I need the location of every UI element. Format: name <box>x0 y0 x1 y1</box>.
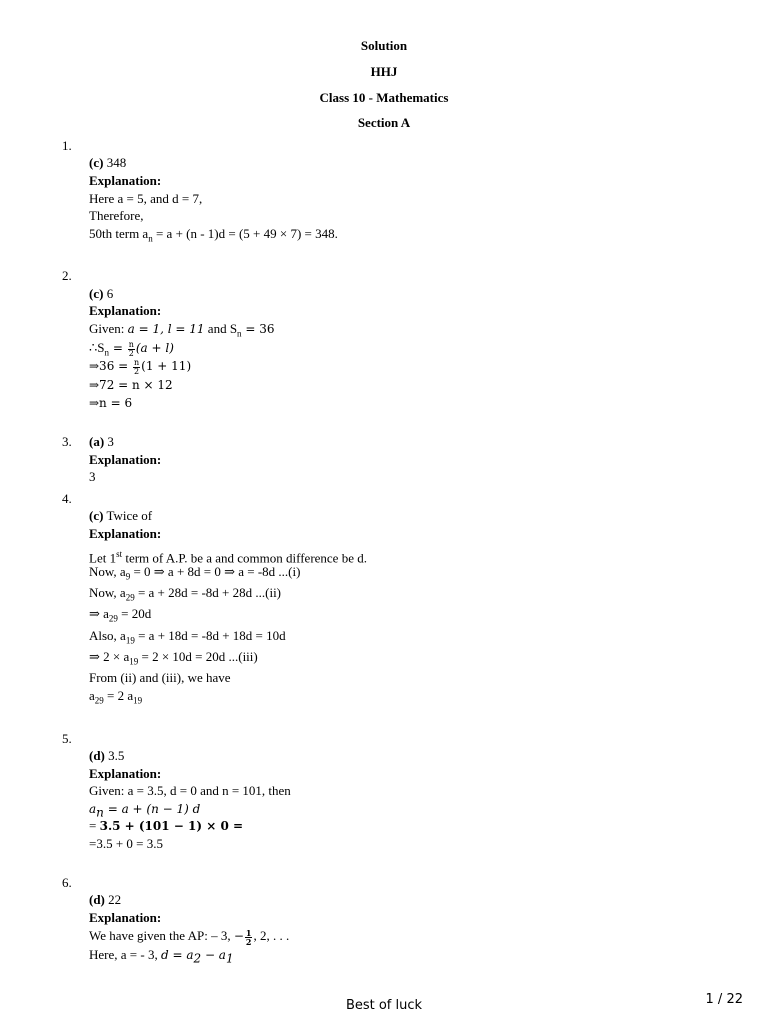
math-expression: a <box>89 802 97 816</box>
answer-text: 3 <box>104 434 114 449</box>
answer-text: Twice of <box>103 508 153 523</box>
text-part: Given: <box>89 321 128 336</box>
text-part: , 2, . . . <box>253 928 290 943</box>
subscript: n <box>237 328 242 339</box>
answer-line <box>89 508 152 524</box>
text-part: Also, a <box>89 628 126 643</box>
text-part: = 2 a <box>103 688 134 703</box>
text-part: Let 1 <box>89 550 117 566</box>
subscript: n <box>104 347 110 358</box>
explanation-line <box>89 606 151 627</box>
explanation-line: Therefore, <box>89 208 144 223</box>
subscript: n <box>148 233 153 244</box>
question-number: 3. <box>62 434 72 449</box>
answer-option: (a) <box>89 434 105 449</box>
answer-text: 6 <box>103 286 114 301</box>
fraction-numerator: n <box>128 339 134 349</box>
subscript: 19 <box>125 635 135 646</box>
explanation-line <box>89 818 243 834</box>
math-expression: − a <box>201 948 226 962</box>
section-heading: Section A <box>357 115 411 130</box>
explanation-label: Explanation: <box>89 452 162 467</box>
math-expression: (a + l) <box>135 341 174 355</box>
fraction <box>128 341 135 358</box>
question-number: 5. <box>62 731 72 746</box>
math-expression: = <box>109 341 127 355</box>
text-part: = 2 × 10d = 20d ...(iii) <box>138 649 258 664</box>
text-part: = <box>89 818 100 833</box>
subscript: 9 <box>125 571 131 582</box>
fraction <box>133 359 140 376</box>
explanation-line: 3 <box>89 469 96 484</box>
superscript: st <box>116 549 123 559</box>
text-part: term of A.P. be a and common difference be d. <box>122 550 367 566</box>
fraction-numerator: n <box>134 357 140 367</box>
math-expression: ⇒36 = <box>89 359 133 373</box>
subscript: 2 <box>193 951 202 966</box>
fraction-denominator: 2 <box>128 348 134 358</box>
answer-option: (c) <box>89 155 104 170</box>
explanation-label: Explanation: <box>89 173 162 188</box>
answer-text: 348 <box>103 155 127 170</box>
explanation-label: Explanation: <box>89 303 162 318</box>
math-expression: d = a <box>160 948 194 962</box>
text-part: Here, a = - 3, <box>89 947 161 962</box>
text-part: a <box>89 688 95 703</box>
explanation-label: Explanation: <box>89 910 162 925</box>
explanation-label: Explanation: <box>89 766 162 781</box>
explanation-line <box>89 628 286 649</box>
explanation-line: From (ii) and (iii), we have <box>89 670 231 685</box>
doc-code: HHJ <box>370 64 398 79</box>
text-part: ⇒ a <box>89 606 109 621</box>
answer-line <box>89 892 121 908</box>
answer-line <box>89 286 113 302</box>
subscript: 19 <box>133 695 143 706</box>
text-part: = a + (n - 1)d = (5 + 49 × 7) = 348. <box>152 226 338 241</box>
text-part: = 20d <box>117 606 152 621</box>
text-part: Now, a <box>89 585 126 600</box>
math-expression: 3.5 + (101 − 1) × 0 = <box>99 819 244 833</box>
question-number: 6. <box>62 875 72 890</box>
subscript: 29 <box>94 695 104 706</box>
text-part: We have given the AP: – 3, <box>89 928 234 943</box>
math-expression: (1 + 11) <box>141 359 192 373</box>
question-number: 4. <box>62 491 72 506</box>
math-expression: a = 1, l = 11 <box>127 322 205 336</box>
explanation-line <box>89 947 234 967</box>
footer-text: Best of luck <box>345 998 423 1013</box>
fraction-numerator: 1 <box>245 927 252 938</box>
explanation-line: =3.5 + 0 = 3.5 <box>89 836 163 851</box>
doc-title: Solution <box>360 38 408 53</box>
math-expression: − <box>233 929 244 943</box>
answer-option: (d) <box>89 892 105 907</box>
explanation-line <box>89 688 142 709</box>
subscript: 29 <box>108 613 118 624</box>
fraction <box>245 929 253 946</box>
text-part: 50th term a <box>89 226 149 241</box>
answer-text: 22 <box>104 892 122 907</box>
explanation-label: Explanation: <box>89 526 162 541</box>
explanation-line <box>89 928 289 946</box>
text-part: = a + 28d = -8d + 28d ...(ii) <box>134 585 282 600</box>
explanation-line <box>89 649 258 670</box>
explanation-line: ⇒72 = n × 12 <box>89 378 173 392</box>
explanation-line <box>89 226 338 247</box>
subscript: 19 <box>129 656 139 667</box>
page-number: 1 / 22 <box>705 992 743 1007</box>
explanation-line: Given: a = 3.5, d = 0 and n = 101, then <box>89 783 291 798</box>
answer-option: (d) <box>89 748 105 763</box>
question-number: 1. <box>62 138 72 153</box>
explanation-line <box>89 358 191 376</box>
explanation-line: Here a = 5, and d = 7, <box>89 191 203 206</box>
explanation-line: ⇒n = 6 <box>89 396 133 410</box>
text-part: Now, a <box>89 564 126 579</box>
text-part: ⇒ 2 × a <box>89 649 130 664</box>
text-part: ∴S <box>89 340 105 355</box>
text-part: and S <box>204 321 238 336</box>
explanation-line <box>89 564 300 585</box>
question-number: 2. <box>62 268 72 283</box>
answer-line <box>89 434 114 450</box>
math-expression: = a + (n − 1) d <box>103 802 201 816</box>
answer-option: (c) <box>89 286 104 301</box>
explanation-line <box>89 321 275 342</box>
answer-text: 3.5 <box>104 748 125 763</box>
text-part: = a + 18d = -8d + 18d = 10d <box>134 628 286 643</box>
subscript: 1 <box>225 951 234 966</box>
explanation-line <box>89 585 281 606</box>
fraction-denominator: 2 <box>134 366 140 376</box>
fraction-denominator: 2 <box>245 936 252 947</box>
subscript: 29 <box>125 592 135 603</box>
answer-option: (c) <box>89 508 104 523</box>
subscript: n <box>96 805 104 820</box>
answer-line <box>89 155 126 171</box>
answer-line <box>89 748 124 764</box>
math-expression: = 36 <box>241 322 275 336</box>
text-part: = 0 ⇒ a + 8d = 0 ⇒ a = -8d ...(i) <box>130 564 301 579</box>
doc-subject: Class 10 - Mathematics <box>319 90 449 105</box>
